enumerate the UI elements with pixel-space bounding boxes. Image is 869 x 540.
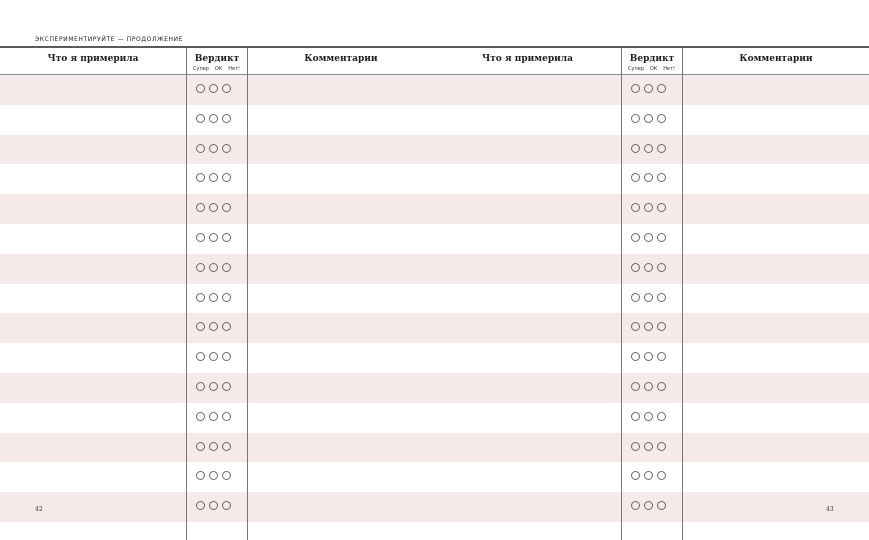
right-header-verdict: Вердикт [629, 54, 675, 64]
verdict-circle-no[interactable] [222, 144, 231, 153]
verdict-circle-no[interactable] [222, 501, 231, 510]
left-verdict-circles [196, 173, 231, 182]
verdict-circle-ok[interactable] [209, 442, 218, 451]
verdict-circle-no[interactable] [657, 114, 666, 123]
verdict-circle-super[interactable] [196, 263, 205, 272]
left-page-number: 42 [35, 506, 43, 513]
running-head: ЭКСПЕРИМЕНТИРУЙТЕ — ПРОДОЛЖЕНИЕ [35, 36, 184, 43]
verdict-circle-no[interactable] [657, 203, 666, 212]
verdict-circle-super[interactable] [196, 322, 205, 331]
left-verdict-circles [196, 203, 231, 212]
verdict-circle-no[interactable] [222, 442, 231, 451]
left-header-tried: Что я примерила [47, 54, 139, 64]
verdict-circle-no[interactable] [222, 84, 231, 93]
right-verdict-circles [631, 293, 666, 302]
verdict-circle-ok[interactable] [644, 382, 653, 391]
verdict-circle-ok[interactable] [209, 84, 218, 93]
right-header-comments: Комментарии [739, 54, 813, 64]
verdict-circle-super[interactable] [631, 203, 640, 212]
rows-container [0, 75, 869, 522]
verdict-circle-super[interactable] [196, 471, 205, 480]
right-verdict-options [622, 66, 682, 72]
verdict-circle-super[interactable] [196, 442, 205, 451]
verdict-circle-super[interactable] [631, 233, 640, 242]
right-verdict-circles [631, 471, 666, 480]
left-header-verdict: Вердикт [194, 54, 240, 64]
verdict-circle-ok[interactable] [644, 84, 653, 93]
verdict-circle-ok[interactable] [644, 233, 653, 242]
verdict-circle-no[interactable] [657, 471, 666, 480]
verdict-circle-super[interactable] [631, 84, 640, 93]
verdict-circle-ok[interactable] [644, 501, 653, 510]
left-verdict-circles [196, 114, 231, 123]
right-verdict-circles [631, 233, 666, 242]
verdict-circle-ok[interactable] [209, 352, 218, 361]
verdict-circle-no[interactable] [222, 412, 231, 421]
right-verdict-circles [631, 322, 666, 331]
verdict-circle-ok[interactable] [209, 203, 218, 212]
verdict-circle-ok[interactable] [644, 322, 653, 331]
left-verdict-circles [196, 233, 231, 242]
verdict-circle-ok[interactable] [644, 203, 653, 212]
table-row [0, 224, 869, 254]
verdict-circle-no[interactable] [222, 322, 231, 331]
verdict-circle-ok[interactable] [644, 144, 653, 153]
table-row [0, 105, 869, 135]
verdict-circle-ok[interactable] [644, 442, 653, 451]
table-row [0, 75, 869, 105]
verdict-circle-ok[interactable] [209, 412, 218, 421]
right-verdict-circles [631, 412, 666, 421]
left-verdict-divider-right [247, 48, 248, 540]
left-verdict-circles [196, 263, 231, 272]
table-row [0, 254, 869, 284]
verdict-circle-ok[interactable] [209, 263, 218, 272]
left-verdict-circles [196, 471, 231, 480]
verdict-circle-super[interactable] [631, 471, 640, 480]
verdict-circle-no[interactable] [222, 293, 231, 302]
verdict-circle-super[interactable] [631, 442, 640, 451]
verdict-circle-ok[interactable] [209, 501, 218, 510]
table-row [0, 284, 869, 314]
verdict-circle-ok[interactable] [644, 412, 653, 421]
verdict-circle-ok[interactable] [209, 471, 218, 480]
verdict-circle-super[interactable] [196, 173, 205, 182]
verdict-option-super: Супер [193, 66, 209, 72]
verdict-circle-super[interactable] [196, 293, 205, 302]
verdict-circle-super[interactable] [196, 233, 205, 242]
verdict-circle-no[interactable] [657, 322, 666, 331]
verdict-circle-no[interactable] [657, 442, 666, 451]
verdict-circle-no[interactable] [657, 382, 666, 391]
verdict-circle-no[interactable] [657, 352, 666, 361]
verdict-circle-no[interactable] [222, 173, 231, 182]
left-verdict-circles [196, 412, 231, 421]
verdict-circle-super[interactable] [196, 144, 205, 153]
left-verdict-circles [196, 322, 231, 331]
verdict-circle-no[interactable] [657, 263, 666, 272]
right-header-tried: Что я примерила [482, 54, 573, 64]
verdict-circle-super[interactable] [631, 173, 640, 182]
table-row [0, 135, 869, 165]
table-row [0, 462, 869, 492]
verdict-option-no: Нет! [228, 66, 240, 72]
verdict-circle-no[interactable] [657, 144, 666, 153]
left-verdict-circles [196, 293, 231, 302]
right-verdict-circles [631, 173, 666, 182]
verdict-circle-super[interactable] [631, 412, 640, 421]
verdict-circle-ok[interactable] [209, 322, 218, 331]
verdict-circle-ok[interactable] [209, 293, 218, 302]
top-rule [0, 46, 869, 48]
right-verdict-circles [631, 144, 666, 153]
verdict-circle-no[interactable] [222, 352, 231, 361]
right-verdict-circles [631, 203, 666, 212]
verdict-circle-no[interactable] [657, 233, 666, 242]
table-row [0, 313, 869, 343]
right-verdict-circles [631, 501, 666, 510]
verdict-circle-super[interactable] [631, 352, 640, 361]
left-header-comments: Комментарии [304, 54, 378, 64]
verdict-circle-super[interactable] [631, 322, 640, 331]
left-verdict-circles [196, 144, 231, 153]
table-row [0, 373, 869, 403]
right-verdict-circles [631, 114, 666, 123]
verdict-circle-no[interactable] [222, 233, 231, 242]
verdict-circle-ok[interactable] [644, 293, 653, 302]
verdict-circle-super[interactable] [631, 114, 640, 123]
verdict-circle-ok[interactable] [644, 471, 653, 480]
verdict-option-ok: ОК [649, 66, 658, 72]
left-verdict-circles [196, 84, 231, 93]
verdict-circle-no[interactable] [657, 84, 666, 93]
verdict-circle-super[interactable] [196, 114, 205, 123]
verdict-circle-super[interactable] [196, 84, 205, 93]
verdict-circle-ok[interactable] [644, 263, 653, 272]
right-verdict-divider-right [682, 48, 683, 540]
verdict-circle-super[interactable] [631, 382, 640, 391]
left-verdict-circles [196, 352, 231, 361]
right-verdict-circles [631, 352, 666, 361]
left-verdict-options [187, 66, 247, 72]
left-verdict-circles [196, 442, 231, 451]
verdict-option-super: Супер [628, 66, 644, 72]
verdict-circle-no[interactable] [657, 412, 666, 421]
table-row [0, 343, 869, 373]
right-verdict-circles [631, 84, 666, 93]
verdict-circle-ok[interactable] [644, 173, 653, 182]
verdict-circle-super[interactable] [196, 382, 205, 391]
left-verdict-circles [196, 382, 231, 391]
verdict-circle-no[interactable] [222, 471, 231, 480]
verdict-circle-ok[interactable] [644, 352, 653, 361]
verdict-circle-super[interactable] [631, 293, 640, 302]
table-row [0, 492, 869, 522]
verdict-option-ok: ОК [214, 66, 223, 72]
verdict-circle-super[interactable] [196, 352, 205, 361]
verdict-circle-super[interactable] [631, 144, 640, 153]
verdict-option-no: Нет! [663, 66, 675, 72]
verdict-circle-no[interactable] [222, 382, 231, 391]
verdict-circle-super[interactable] [631, 263, 640, 272]
verdict-circle-no[interactable] [657, 293, 666, 302]
verdict-circle-super[interactable] [196, 203, 205, 212]
verdict-circle-ok[interactable] [209, 114, 218, 123]
right-verdict-circles [631, 382, 666, 391]
verdict-circle-super[interactable] [196, 501, 205, 510]
table-row [0, 164, 869, 194]
verdict-circle-ok[interactable] [209, 173, 218, 182]
table-row [0, 403, 869, 433]
right-page-number: 43 [826, 506, 834, 513]
verdict-circle-super[interactable] [631, 501, 640, 510]
left-verdict-divider-left [186, 48, 187, 540]
right-verdict-circles [631, 263, 666, 272]
verdict-circle-ok[interactable] [209, 382, 218, 391]
verdict-circle-ok[interactable] [209, 233, 218, 242]
table-row [0, 194, 869, 224]
verdict-circle-super[interactable] [196, 412, 205, 421]
verdict-circle-no[interactable] [222, 114, 231, 123]
verdict-circle-no[interactable] [657, 173, 666, 182]
left-verdict-circles [196, 501, 231, 510]
verdict-circle-no[interactable] [222, 203, 231, 212]
right-verdict-divider-left [621, 48, 622, 540]
verdict-circle-no[interactable] [222, 263, 231, 272]
verdict-circle-ok[interactable] [644, 114, 653, 123]
verdict-circle-no[interactable] [657, 501, 666, 510]
verdict-circle-ok[interactable] [209, 144, 218, 153]
table-row [0, 433, 869, 463]
right-verdict-circles [631, 442, 666, 451]
